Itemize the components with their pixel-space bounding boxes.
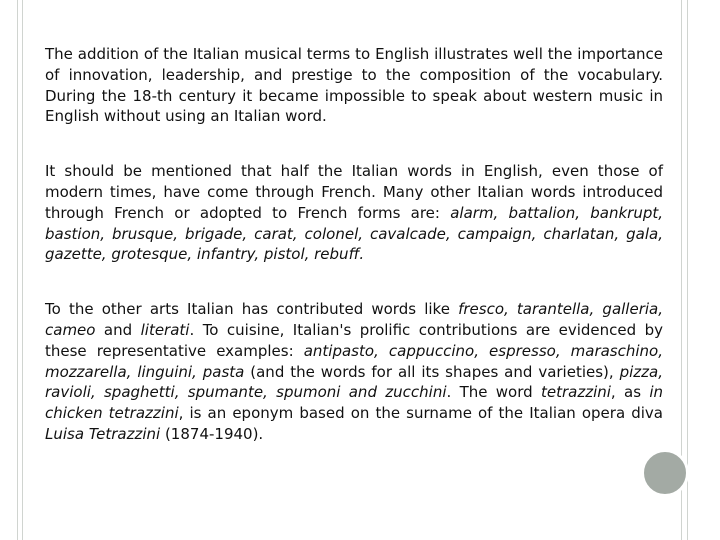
paragraph-text: . The word [446,383,541,402]
paragraph-text: , as [610,383,650,402]
italic-word-list: antipasto, cappuccino, espresso, maraschino, mozzarella, linguini, pasta [45,341,663,381]
italic-word-list: pizza, ravioli, spaghetti, spumante, spumoni and zucchini [45,362,663,402]
paragraph-text: The addition of the Italian musical terms to English illustrates well the importance of innovation, leadership, and prestige to the composition of the vocabulary. During the 18-th century it became impossible to speak about western music in English without using an Italian word. [45,45,663,126]
paragraph-spacer [45,265,663,299]
left-border-decoration [17,0,23,540]
paragraph-text: It should be mentioned that half the Italian words in English, even those of modern times, have come through French. Many other Italian words introduced through French or adopted to French forms are: [45,162,663,222]
slide-corner-circle [641,449,689,497]
slide-body [45,44,663,445]
paragraph-text: . To cuisine, Italian's prolific contributions are evidenced by these representative examples: [45,320,663,360]
paragraph-arts-cuisine [45,299,663,445]
paragraph-text: and [95,320,141,339]
italic-word-list: alarm, battalion, bankrupt, bastion, brusque, brigade, carat, colonel, cavalcade, campaign, charlatan, gala, gazette, grotesque, infantry, pistol, rebuff. [45,203,664,264]
italic-word-list: fresco, tarantella, galleria, cameo [45,300,663,339]
paragraph-text: To the other arts Italian has contributed words like [45,300,459,319]
paragraph-text: (and the words for all its shapes and varieties), [244,362,620,381]
paragraph-musical-terms [45,44,663,127]
paragraph-text: (1874-1940). [160,424,264,443]
italic-word: tetrazzini [540,383,611,402]
italic-word: literati [140,320,190,339]
italic-phrase: in chicken tetrazzini [45,383,664,423]
paragraph-spacer [45,127,663,161]
paragraph-french-route [45,161,663,265]
italic-name: Luisa Tetrazzini [45,424,161,443]
paragraph-text: , is an eponym based on the surname of the Italian opera diva [178,404,663,423]
